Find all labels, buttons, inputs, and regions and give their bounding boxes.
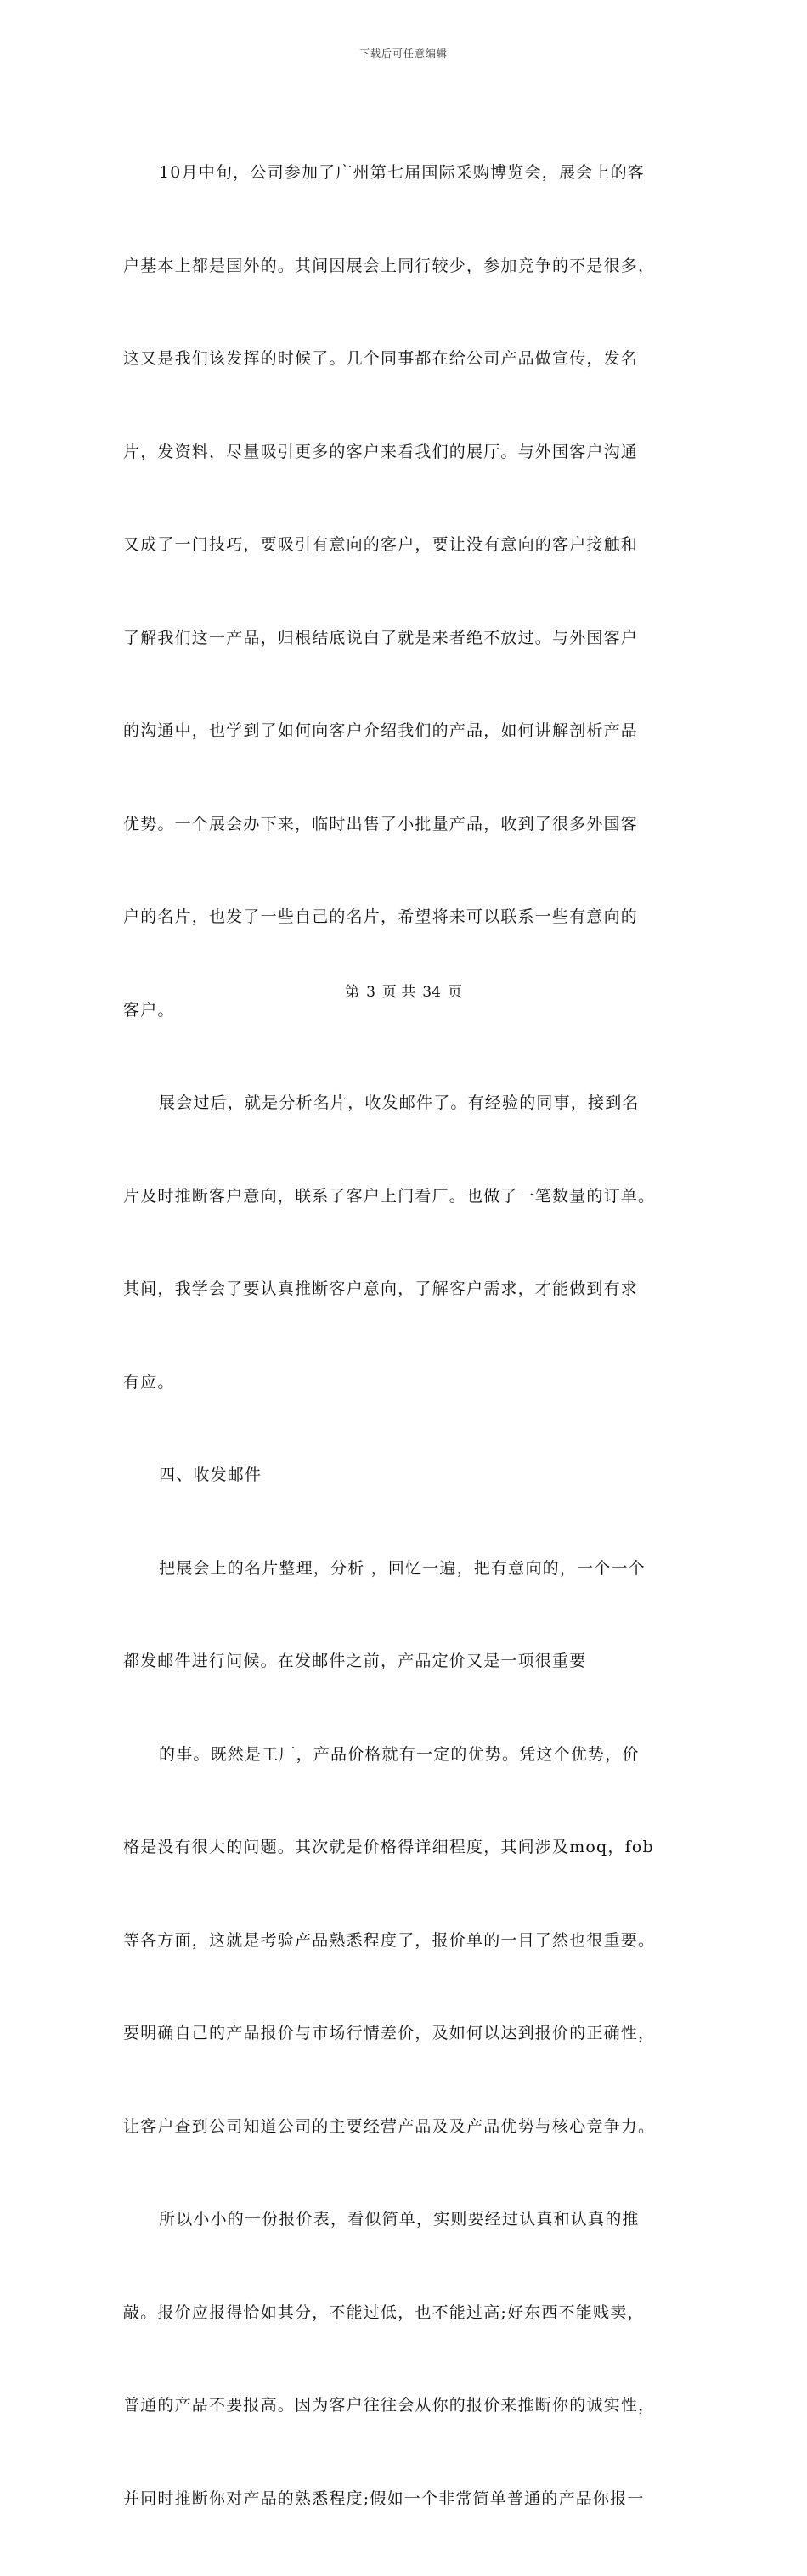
text-line: 敲。报价应报得恰如其分，不能过低，也不能过高;好东西不能贱卖，: [123, 2302, 645, 2322]
text-line: 户基本上都是国外的。其间因展会上同行较少，参加竞争的不是很多，: [123, 256, 656, 275]
section-heading: 四、收发邮件: [159, 1466, 262, 1484]
page-footer: [0, 980, 807, 1001]
body-text: [123, 95, 686, 2576]
footer-suffix: 页: [447, 984, 462, 1001]
header-note: 下载后可任意编辑: [358, 48, 448, 59]
text-line: 客户。: [123, 1000, 175, 1020]
text-line: 其间，我学会了要认真推断客户意向，了解客户需求，才能做到有求: [123, 1280, 639, 1298]
text-line: 10月中旬，公司参加了广州第七届国际采购博览会，展会上的客: [159, 163, 645, 182]
document-body: [123, 95, 686, 2576]
text-line: 让客户查到公司知道公司的主要经营产品及及产品优势与核心竞争力。: [123, 2116, 656, 2136]
text-line: 展会过后，就是分析名片，收发邮件了。有经验的同事，接到名: [159, 1093, 640, 1112]
text-line: 并同时推断你对产品的熟悉程度;假如一个非常简单普通的产品你报一: [123, 2488, 645, 2508]
text-line: 优势。一个展会办下来，临时出售了小批量产品，收到了很多外国客: [123, 814, 639, 833]
text-line: 的沟通中，也学到了如何向客户介绍我们的产品，如何讲解剖析产品: [123, 721, 639, 740]
text-line: 又成了一门技巧，要吸引有意向的客户，要让没有意向的客户接触和: [123, 535, 639, 554]
current-page-number: 3: [366, 984, 375, 1001]
text-line: 片，发资料，尽量吸引更多的客户来看我们的展厅。与外国客户沟通: [123, 442, 639, 461]
total-pages: 34: [422, 984, 441, 1001]
text-line: 片及时推断客户意向，联系了客户上门看厂。也做了一笔数量的订单。: [123, 1186, 656, 1206]
footer-middle: 页 共: [381, 984, 416, 1001]
text-line: 等各方面，这就是考验产品熟悉程度了，报价单的一目了然也很重要。: [123, 1930, 656, 1950]
text-line: 普通的产品不要报高。因为客户往往会从你的报价来推断你的诚实性，: [123, 2396, 656, 2415]
footer-prefix: 第: [345, 984, 360, 1001]
text-line: 的事。既然是工厂，产品价格就有一定的优势。凭这个优势，价: [159, 1744, 640, 1764]
text-line: 所以小小的一份报价表，看似简单，实则要经过认真和认真的推: [159, 2210, 640, 2229]
text-line: 这又是我们该发挥的时候了。几个同事都在给公司产品做宣传，发名: [123, 349, 639, 368]
text-line: 把展会上的名片整理，分析 ，回忆一遍，把有意向的，一个一个: [159, 1558, 646, 1578]
text-line: 要明确自己的产品报价与市场行情差价，及如何以达到报价的正确性，: [123, 2024, 656, 2042]
text-line: 有应。: [123, 1372, 175, 1392]
text-line: 格是没有很大的问题。其次就是价格得详细程度，其间涉及moq，fob: [123, 1838, 654, 1856]
text-line: 户的名片，也发了一些自己的名片，希望将来可以联系一些有意向的: [123, 907, 639, 926]
text-line: 都发邮件进行问候。在发邮件之前，产品定价又是一项很重要: [123, 1652, 587, 1670]
text-line: 了解我们这一产品，归根结底说白了就是来者绝不放过。与外国客户: [123, 628, 639, 647]
